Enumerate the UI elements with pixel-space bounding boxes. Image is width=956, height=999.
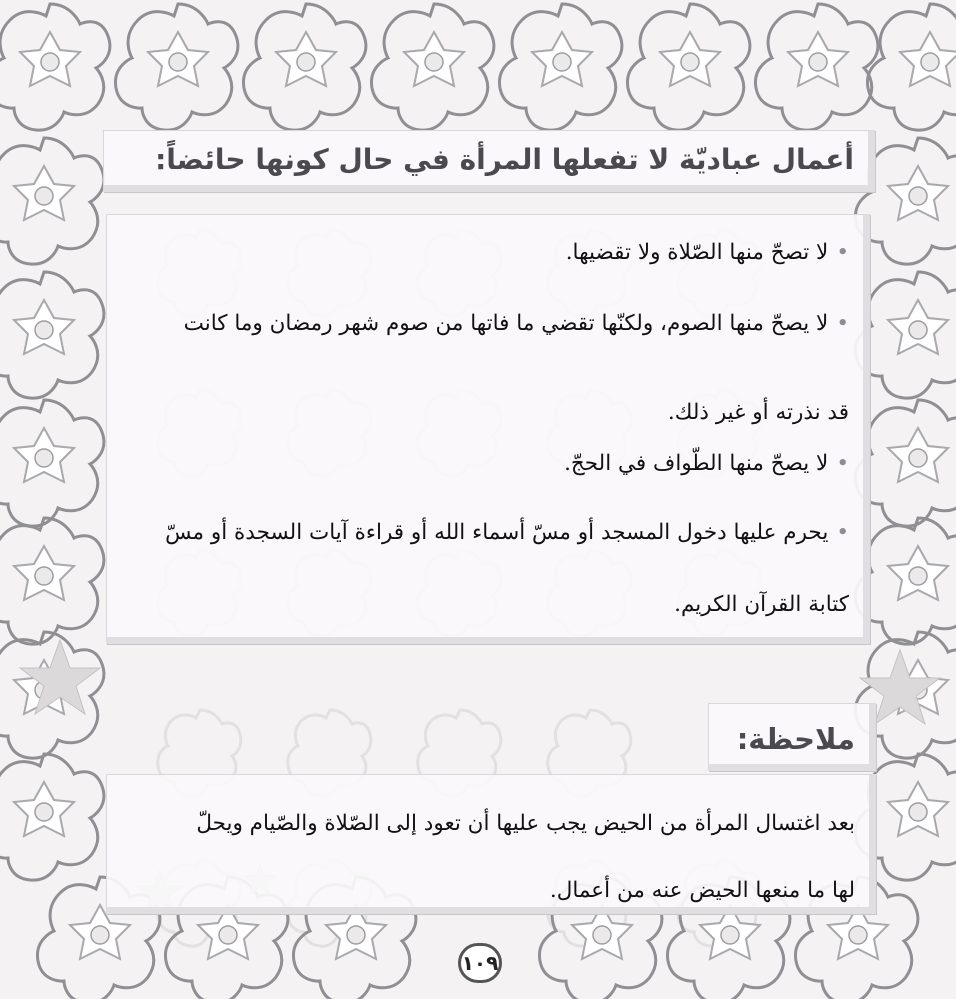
note-heading: ملاحظة: xyxy=(736,722,855,756)
note-box xyxy=(106,774,876,914)
rule-text: يحرم عليها دخول المسجد أو مسّ أسماء الله أو قراءة آيات السجدة أو مسّ xyxy=(165,520,829,545)
rule-text: لا تصحّ منها الصّلاة ولا تقضيها. xyxy=(565,240,829,265)
heading-box xyxy=(103,130,875,192)
page-number: ١٠٩ xyxy=(458,943,502,983)
note-heading-box xyxy=(708,703,876,771)
rule-item xyxy=(566,240,849,265)
rule-continuation: قد نذرته أو غير ذلك. xyxy=(667,400,849,425)
rule-text: لا يصحّ منها الصوم، ولكنّها تقضي ما فاتها من صوم شهر رمضان وما كانت xyxy=(183,311,829,336)
rules-box xyxy=(106,214,870,644)
note-text: بعد اغتسال المرأة من الحيض يجب عليها أن تعود إلى الصّلاة والصّيام ويحلّ xyxy=(196,811,855,836)
bullet-icon: • xyxy=(836,311,849,336)
rule-continuation: كتابة القرآن الكريم. xyxy=(674,592,849,617)
bullet-icon: • xyxy=(836,520,849,545)
rule-item xyxy=(564,451,849,476)
bullet-icon: • xyxy=(836,451,849,476)
rule-text: لا يصحّ منها الطّواف في الحجّ. xyxy=(564,451,829,476)
bullet-icon: • xyxy=(836,240,849,265)
rule-item xyxy=(184,311,849,336)
note-text: لها ما منعها الحيض عنه من أعمال. xyxy=(549,878,855,903)
rule-item xyxy=(165,520,849,545)
page-heading: أعمال عباديّة لا تفعلها المرأة في حال كونها حائضاً: xyxy=(155,143,854,176)
